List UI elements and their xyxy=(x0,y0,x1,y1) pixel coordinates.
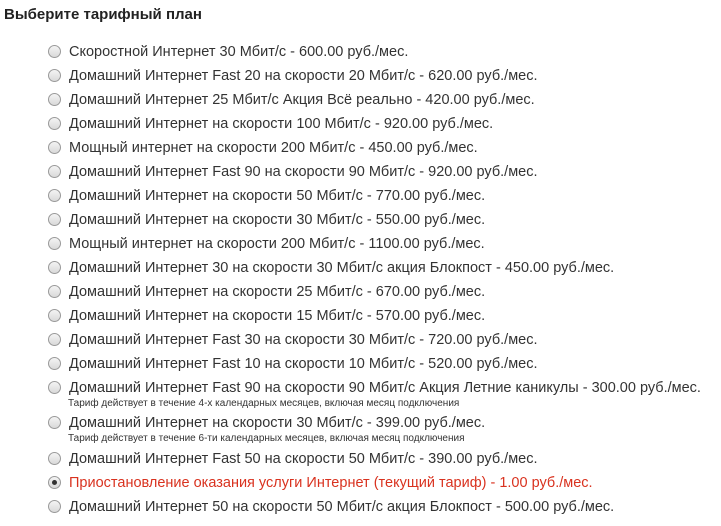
radio-button[interactable] xyxy=(48,333,61,346)
radio-button[interactable] xyxy=(48,381,61,394)
plan-option[interactable] xyxy=(48,66,720,90)
plan-option[interactable] xyxy=(48,258,720,282)
plan-label[interactable]: Домашний Интернет на скорости 25 Мбит/с - 670.00 руб./мес. xyxy=(69,284,486,300)
plan-option[interactable] xyxy=(48,282,720,306)
plan-label[interactable]: Приостановление оказания услуги Интернет (текущий тариф) - 1.00 руб./мес. xyxy=(69,475,593,491)
plan-option[interactable] xyxy=(48,413,720,449)
radio-button[interactable] xyxy=(48,357,61,370)
plan-label[interactable]: Домашний Интернет Fast 50 на скорости 50 Мбит/с - 390.00 руб./мес. xyxy=(69,451,538,467)
page-heading: Выберите тарифный план xyxy=(4,6,202,23)
plan-option[interactable] xyxy=(48,42,720,66)
radio-button[interactable] xyxy=(48,309,61,322)
plan-label[interactable]: Мощный интернет на скорости 200 Мбит/с - 450.00 руб./мес. xyxy=(69,140,478,156)
plan-option[interactable] xyxy=(48,497,720,521)
radio-button[interactable] xyxy=(48,285,61,298)
plan-option[interactable] xyxy=(48,234,720,258)
radio-button[interactable] xyxy=(48,213,61,226)
plan-option[interactable] xyxy=(48,162,720,186)
plan-option[interactable] xyxy=(48,186,720,210)
plan-label[interactable]: Домашний Интернет Fast 90 на скорости 90 Мбит/с Акция Летние каникулы - 300.00 руб./мес. xyxy=(69,380,701,396)
plan-label[interactable]: Домашний Интернет Fast 30 на скорости 30 Мбит/с - 720.00 руб./мес. xyxy=(69,332,538,348)
plan-option[interactable] xyxy=(48,114,720,138)
plan-label[interactable]: Домашний Интернет 25 Мбит/с Акция Всё реально - 420.00 руб./мес. xyxy=(69,92,535,108)
radio-button[interactable] xyxy=(48,237,61,250)
plan-label[interactable]: Домашний Интернет Fast 10 на скорости 10 Мбит/с - 520.00 руб./мес. xyxy=(69,356,538,372)
plan-option[interactable] xyxy=(48,138,720,162)
plan-option[interactable] xyxy=(48,306,720,330)
plan-label[interactable]: Домашний Интернет на скорости 50 Мбит/с - 770.00 руб./мес. xyxy=(69,188,486,204)
radio-button-selected[interactable] xyxy=(48,476,61,489)
radio-button[interactable] xyxy=(48,165,61,178)
plan-label[interactable]: Домашний Интернет 50 на скорости 50 Мбит/с акция Блокпост - 500.00 руб./мес. xyxy=(69,499,615,515)
plan-option[interactable] xyxy=(48,90,720,114)
plan-label[interactable]: Домашний Интернет Fast 20 на скорости 20 Мбит/с - 620.00 руб./мес. xyxy=(69,68,538,84)
plan-option[interactable] xyxy=(48,210,720,234)
plan-label[interactable]: Домашний Интернет на скорости 100 Мбит/с - 920.00 руб./мес. xyxy=(69,116,494,132)
radio-button[interactable] xyxy=(48,416,61,429)
plan-note: Тариф действует в течение 4-х календарных месяцев, включая месяц подключения xyxy=(68,398,460,409)
plan-note: Тариф действует в течение 6-ти календарных месяцев, включая месяц подключения xyxy=(68,433,465,444)
plan-option[interactable] xyxy=(48,330,720,354)
plan-option[interactable] xyxy=(48,449,720,473)
radio-button[interactable] xyxy=(48,45,61,58)
radio-button[interactable] xyxy=(48,500,61,513)
radio-button[interactable] xyxy=(48,141,61,154)
tariff-plan-list xyxy=(48,42,720,521)
plan-label[interactable]: Мощный интернет на скорости 200 Мбит/с - 1100.00 руб./мес. xyxy=(69,236,485,252)
radio-button[interactable] xyxy=(48,69,61,82)
radio-button[interactable] xyxy=(48,189,61,202)
radio-button[interactable] xyxy=(48,117,61,130)
plan-option[interactable] xyxy=(48,354,720,378)
plan-label[interactable]: Домашний Интернет Fast 90 на скорости 90 Мбит/с - 920.00 руб./мес. xyxy=(69,164,538,180)
radio-button[interactable] xyxy=(48,261,61,274)
plan-label[interactable]: Домашний Интернет на скорости 30 Мбит/с - 550.00 руб./мес. xyxy=(69,212,486,228)
plan-option[interactable] xyxy=(48,378,720,413)
plan-option-current[interactable] xyxy=(48,473,720,497)
radio-button[interactable] xyxy=(48,452,61,465)
plan-label[interactable]: Домашний Интернет 30 на скорости 30 Мбит/с акция Блокпост - 450.00 руб./мес. xyxy=(69,260,615,276)
plan-label[interactable]: Скоростной Интернет 30 Мбит/с - 600.00 руб./мес. xyxy=(69,44,409,60)
radio-button[interactable] xyxy=(48,93,61,106)
plan-label[interactable]: Домашний Интернет на скорости 15 Мбит/с - 570.00 руб./мес. xyxy=(69,308,486,324)
plan-label[interactable]: Домашний Интернет на скорости 30 Мбит/с - 399.00 руб./мес. xyxy=(69,415,486,431)
